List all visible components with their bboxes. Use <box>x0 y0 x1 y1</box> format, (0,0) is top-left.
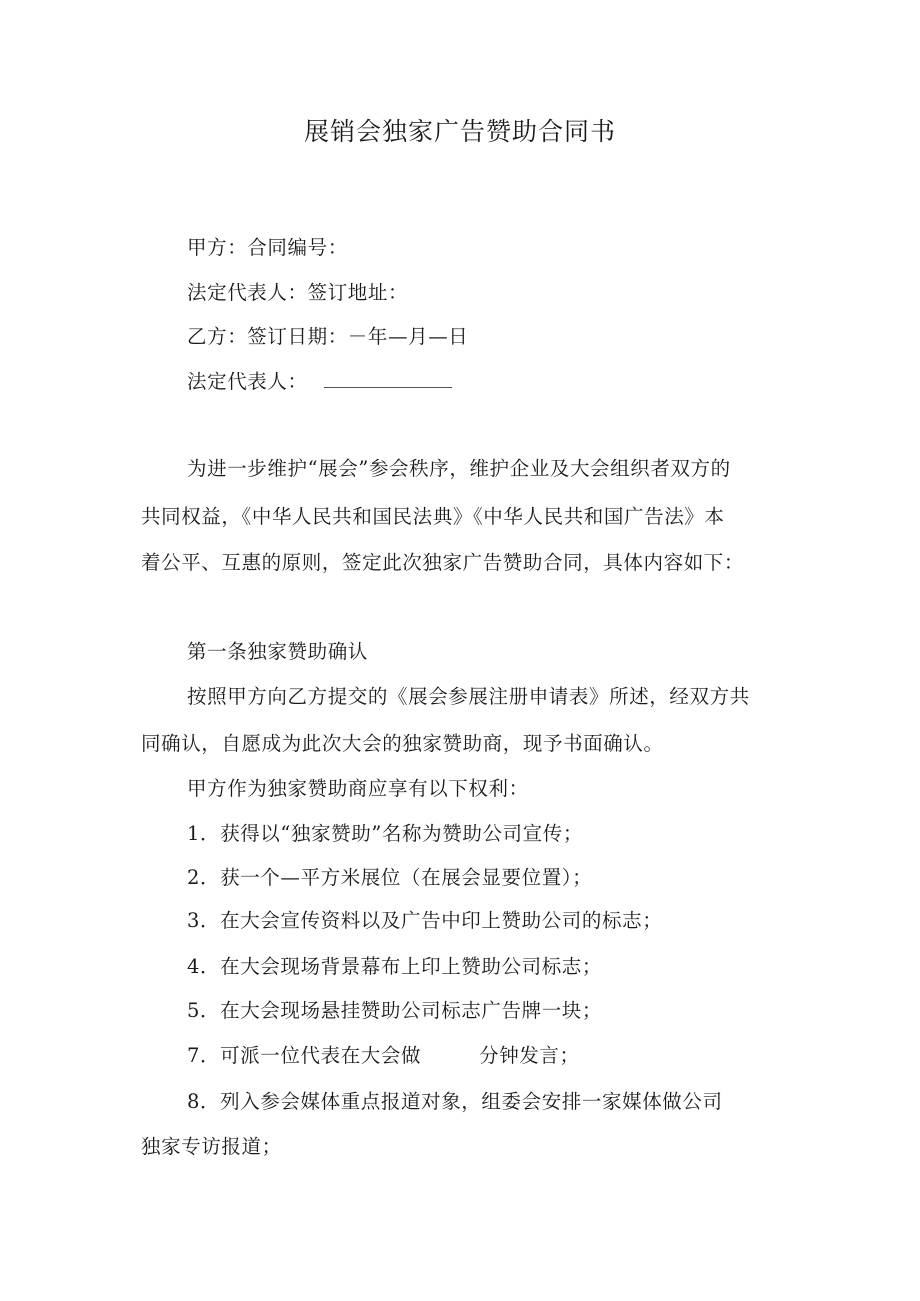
right-item-1: 1．获得以“独家赞助”名称为赞助公司宣传； <box>187 822 583 845</box>
right-item-8-line-1: 8．列入参会媒体重点报道对象，组委会安排一家媒体做公司 <box>187 1090 723 1113</box>
preamble-line-1: 为进一步维护“展会”参会秩序，维护企业及大会组织者双方的 <box>187 457 731 480</box>
legal-rep-address-line: 法定代表人：签订地址： <box>187 281 409 304</box>
right-item-2: 2．获一个—平方米展位（在展会显要位置）； <box>187 866 593 889</box>
right-item-8-line-2: 独家专访报道； <box>141 1135 282 1158</box>
right-item-7 <box>187 1042 580 1070</box>
party-b-date-line: 乙方：签订日期：－年—月—日 <box>187 325 469 348</box>
signature-blank <box>324 369 452 388</box>
right-item-3: 3．在大会宣传资料以及广告中印上赞助公司的标志； <box>187 909 663 932</box>
article-1-body-line-1: 按照甲方向乙方提交的《展会参展注册申请表》所述，经双方共 <box>187 685 750 708</box>
party-a-line: 甲方：合同编号： <box>187 236 348 259</box>
preamble-line-3: 着公平、互惠的原则，签定此次独家广告赞助合同，具体内容如下： <box>141 551 745 574</box>
legal-rep-label: 法定代表人： <box>187 370 308 393</box>
legal-rep-line <box>187 368 452 396</box>
rights-intro: 甲方作为独家赞助商应享有以下权利： <box>187 777 529 800</box>
right-item-7-part-a: 7．可派一位代表在大会做 <box>187 1044 422 1067</box>
article-1-heading: 第一条独家赞助确认 <box>187 640 368 663</box>
right-item-4: 4．在大会现场背景幕布上印上赞助公司标志； <box>187 955 603 978</box>
right-item-7-part-b: 分钟发言； <box>479 1044 580 1067</box>
document-title: 展销会独家广告赞助合同书 <box>303 117 616 146</box>
right-item-5: 5．在大会现场悬挂赞助公司标志广告牌一块； <box>187 999 603 1022</box>
preamble-line-2: 共同权益，《中华人民共和国民法典》《中华人民共和国广告法》本 <box>141 505 725 528</box>
article-1-body-line-2: 同确认，自愿成为此次大会的独家赞助商，现予书面确认。 <box>141 732 664 755</box>
